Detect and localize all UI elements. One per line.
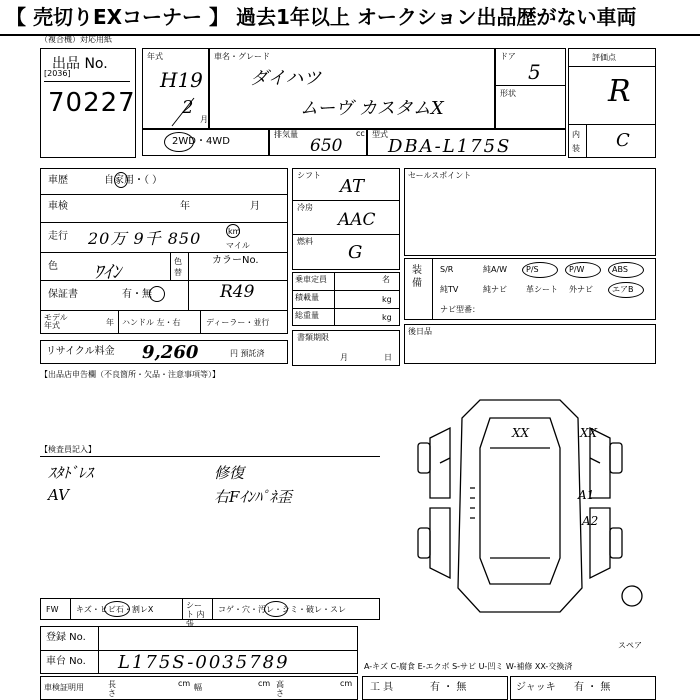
lot-number: 70227 — [48, 88, 136, 118]
fw-circle — [104, 601, 130, 617]
ac-value: AAC — [338, 210, 376, 230]
equipment-item: 純A/W — [483, 265, 508, 274]
shift-value: AT — [340, 176, 365, 197]
history-label: 車歴 — [48, 175, 68, 186]
fuel-value: G — [348, 242, 363, 263]
color-no-label: カラーNo. — [212, 255, 259, 266]
warranty-circle — [149, 286, 165, 302]
equipment-circle — [565, 262, 601, 278]
model-year-unit: 年 — [106, 318, 114, 327]
weight-unit: kg — [382, 313, 392, 322]
lot-small-code: [2036] — [44, 69, 71, 78]
navi-label: ナビ型番： — [440, 305, 480, 314]
fw-label: FW — [46, 605, 59, 614]
drive-options: 2WD・4WD — [172, 136, 230, 147]
recycle-value: 9,260 — [142, 342, 199, 363]
history-text: 自家用・（ ） — [104, 175, 163, 186]
sheet-label: シート 内張 — [186, 601, 205, 628]
docs-label: 書類期限 — [297, 333, 329, 342]
equip-label: 装備 — [412, 265, 422, 289]
notes-label: 【出品店申告欄（不良箇所・欠品・注意事項等）】 — [40, 370, 220, 379]
equipment-circle — [608, 282, 644, 298]
fw-options: キズ・ヒビ石・割レX — [76, 605, 154, 614]
fuel-label: 燃料 — [297, 237, 313, 246]
equipment-circle — [522, 262, 558, 278]
capacity-unit: 名 — [382, 275, 390, 284]
model-year-label: モデル年式 — [44, 313, 68, 330]
mark-right-front-replaced: XX — [580, 426, 598, 440]
docs-unit: 月 — [340, 353, 348, 362]
tools-label: 工 具 — [370, 682, 394, 693]
mileage-value: 20万 9千 850 — [88, 229, 202, 248]
height-label: 高さ — [276, 680, 284, 698]
km-label: km — [228, 227, 241, 236]
doors-label: ドア — [500, 52, 516, 61]
sheet-circle — [264, 601, 288, 617]
inspection-month-unit: 月 — [250, 201, 260, 212]
equipment-item: ABS — [612, 265, 628, 274]
height-unit: cm — [340, 679, 353, 688]
equipment-item: 純ナビ — [483, 285, 507, 294]
equipment-item: 外ナビ — [569, 285, 593, 294]
inspection-year-unit: 年 — [180, 201, 190, 212]
interior-label: 内装 — [572, 130, 580, 153]
capacity-label: 乗車定員 — [295, 275, 327, 284]
recycle-unit: 円 預託済 — [230, 349, 265, 358]
equipment-item: 革シート — [526, 285, 558, 294]
banner-title: 【 売切りEXコーナー 】 過去1年以上 オークション出品歴がない車両 — [6, 5, 637, 29]
reg-label: 登録 No. — [46, 632, 86, 643]
month-value: 2 — [182, 97, 194, 118]
docs-unit2: 日 — [384, 353, 392, 362]
mark-roof-replaced: XX — [512, 426, 530, 440]
equipment-item: エアB — [612, 285, 634, 294]
displacement-value: 650 — [310, 136, 343, 156]
grade-label: 評価点 — [592, 53, 616, 62]
type-label: 型式 — [372, 130, 388, 139]
afterfit-box — [404, 324, 656, 364]
history-circle — [114, 172, 128, 188]
make-label: 車名・グレード — [214, 52, 270, 61]
equipment-item: S/R — [440, 265, 454, 274]
width-label: 幅 — [194, 683, 202, 692]
grade-value: R — [608, 74, 631, 109]
warranty-options: 有・無 — [122, 289, 152, 300]
mileage-label: 走行 — [48, 231, 68, 242]
color-label: 色 — [48, 261, 58, 272]
equipment-circle — [608, 262, 644, 278]
sales-box — [404, 168, 656, 256]
cc-unit: cc — [356, 129, 365, 138]
afterfit-label: 後日品 — [408, 327, 432, 336]
type-value: DBA-L175S — [388, 136, 512, 157]
inspector-line2-left: AV — [48, 486, 69, 504]
car-damage-diagram — [410, 388, 660, 628]
year-label: 年式 — [147, 52, 163, 61]
cert-label: 車検証明用 — [44, 683, 84, 692]
inspection-label: 車検 — [48, 201, 68, 212]
form-tagline: （複合機）対応用紙 — [40, 35, 112, 44]
sheet-options: コゲ・穴・汚レ・シミ・破レ・スレ — [218, 605, 346, 614]
displacement-label: 排気量 — [274, 130, 298, 139]
equipment-item: 純TV — [440, 285, 459, 294]
color-no-value: R49 — [220, 282, 255, 302]
lot-label: 出品 No. — [52, 56, 108, 72]
width-unit: cm — [258, 679, 271, 688]
damage-legend: A-キズ C-腐食 E-エクボ S-サビ U-凹ミ W-補修 XX-交換済 — [364, 662, 573, 671]
color-change-label: 色替 — [174, 257, 182, 277]
doors-value: 5 — [528, 60, 541, 84]
model-value: ムーヴ カスタムX — [300, 98, 444, 119]
sales-label: セールスポイント — [408, 171, 472, 180]
mile-label: マイル — [226, 241, 250, 250]
make-value: ダイハツ — [250, 68, 322, 89]
inspector-line2-right: 右Fｲﾝﾊﾟﾈ歪 — [214, 488, 292, 506]
inspector-label: 【検査員記入】 — [40, 445, 96, 454]
load-label: 積載量 — [295, 293, 319, 302]
equipment-item: P/W — [569, 265, 585, 274]
inspector-line1-left: ｽﾀﾄﾞﾚｽ — [48, 464, 94, 482]
month-unit: 月 — [200, 115, 208, 124]
equipment-item: P/S — [526, 265, 539, 274]
shape-label: 形状 — [500, 89, 516, 98]
length-unit: cm — [178, 679, 191, 688]
weight-label: 総重量 — [295, 311, 319, 320]
ac-label: 冷房 — [297, 203, 313, 212]
tools-options: 有 ・ 無 — [430, 682, 467, 693]
spare-label: スペア — [618, 641, 642, 650]
dealer-label: ディーラー・並行 — [206, 318, 270, 327]
load-unit: kg — [382, 295, 392, 304]
warranty-label: 保証書 — [48, 289, 78, 300]
jack-options: 有 ・ 無 — [574, 682, 611, 693]
handle-label: ハンドル 左・右 — [122, 318, 181, 327]
shift-label: シフト — [297, 171, 321, 180]
year-value: H19 — [160, 68, 203, 92]
color-value: ﾜｲﾝ — [94, 262, 121, 283]
inspector-line1-right: 修復 — [214, 464, 245, 482]
jack-label: ジャッキ — [516, 682, 556, 693]
mark-right-rear-a2: A2 — [582, 514, 599, 528]
mark-right-door-a1: A1 — [578, 488, 595, 502]
length-label: 長さ — [108, 680, 116, 698]
chassis-value: L175S-0035789 — [118, 652, 290, 673]
chassis-label: 車台 No. — [46, 656, 86, 667]
recycle-label: リサイクル料金 — [46, 346, 115, 357]
interior-value: C — [616, 130, 630, 151]
